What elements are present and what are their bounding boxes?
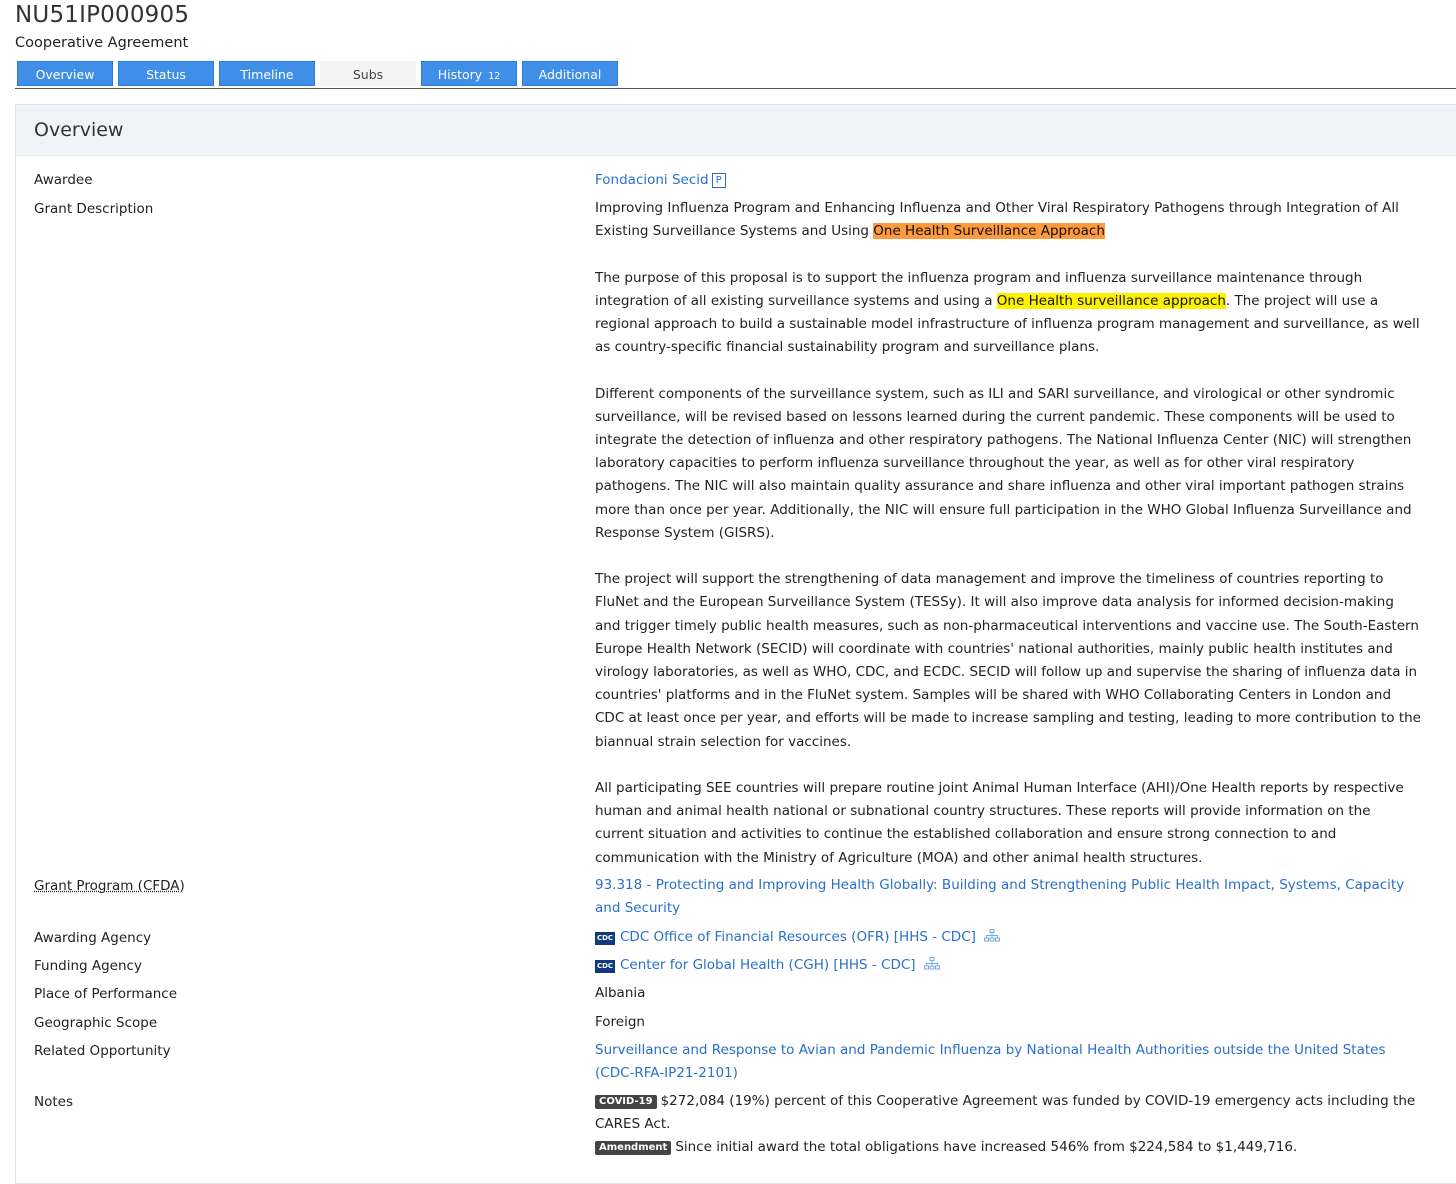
awardee-link[interactable]: Fondacioni Secid: [595, 172, 709, 188]
award-id: NU51IP000905: [15, 2, 190, 28]
funding-agency-value: [595, 954, 1421, 978]
overview-panel: [15, 104, 1456, 1184]
description-paragraph: The purpose of this proposal is to support the influenza program and influenza surveillance maintenance through integration of all existing surveillance systems and using a One Health surveillance approach. The project will use a regional approach to build a sustainable model infrastructure of influenza program management and surveillance, as well as country-specific financial sustainability program and surveillance plans.: [595, 269, 1420, 356]
grant-description-label: Grant Description: [34, 201, 154, 217]
awarding-agency-link[interactable]: CDC Office of Financial Resources (OFR) [HHS - CDC]: [620, 929, 976, 945]
awarding-agency-label: Awarding Agency: [34, 930, 152, 946]
tab-timeline[interactable]: Timeline: [219, 61, 315, 86]
notes-label: Notes: [34, 1094, 73, 1110]
cfda-program-link[interactable]: 93.318 - Protecting and Improving Health Globally: Building and Strengthening Public Health Impact, Systems, Capacity and Security: [595, 877, 1405, 917]
description-title: Improving Influenza Program and Enhancing Influenza and Other Viral Respiratory Pathogens through Integration of All Existing Surveillance Systems and Using One Health Surveillance Approach: [595, 200, 1399, 240]
parent-badge[interactable]: P: [712, 173, 726, 188]
place-of-performance-value: Albania: [595, 985, 646, 1001]
grant-description: [595, 197, 1421, 870]
awarding-agency-value: [595, 926, 1421, 950]
description-paragraph: Different components of the surveillance system, such as ILI and SARI surveillance, and virological or other syndromic surveillance, will be revised based on lessons learned during the current pandemic. These components will be used to integrate the detection of influenza and other respiratory pathogens. The National Influenza Center (NIC) will strengthen laboratory capacities to perform influenza surveillance throughout the year, as well as for other viral respiratory pathogens. The NIC will also maintain quality assurance and share influenza and other viral important pathogen strains more than once per year. Additionally, the NIC will ensure full participation in the WHO Global Influenza Surveillance and Response System (GISRS).: [595, 385, 1412, 541]
related-opportunity-label: Related Opportunity: [34, 1043, 171, 1059]
org-hierarchy-icon[interactable]: [924, 955, 940, 978]
tabs-divider: [15, 88, 1456, 89]
amendment-note: Amendment Since initial award the total obligations have increased 546% from $224,584 to $1,449,716.: [595, 1136, 1421, 1159]
highlight-term: One Health Surveillance Approach: [873, 223, 1105, 240]
notes-value: [595, 1090, 1421, 1160]
tab-status[interactable]: Status: [118, 61, 214, 86]
covid-note: COVID-19 $272,084 (19%) percent of this Cooperative Agreement was funded by COVID-19 emergency acts including the CARES Act.: [595, 1093, 1416, 1133]
funding-agency-label: Funding Agency: [34, 958, 142, 974]
history-count-badge: 12: [488, 71, 501, 82]
awardee-value: [595, 169, 1421, 192]
description-paragraph: The project will support the strengthening of data management and improve the timeliness of countries reporting to FluNet and the European Surveillance System (TESSy). It will also improve data analysis for informed decision-making and trigger timely public health measures, such as non-pharmaceutical interventions and vaccine use. The South-Eastern Europe Health Network (SECID) will coordinate with countries' national authorities, mainly public health institutes and virology laboratories, as well as WHO, CDC, and ECDC. SECID will follow up and supervise the sharing of influenza data in countries' platforms and in the FluNet system. Samples will be shared with WHO Collaborating Centers in London and CDC at least once per year, and efforts will be made to increase sampling and testing, leading to more contribution to the biannual strain selection for vaccines.: [595, 571, 1421, 750]
cdc-logo-icon: CDC: [595, 960, 615, 973]
place-of-performance-label: Place of Performance: [34, 986, 178, 1002]
geographic-scope-label: Geographic Scope: [34, 1015, 158, 1031]
grant-program-label[interactable]: Grant Program (CFDA): [34, 878, 185, 894]
description-paragraph: All participating SEE countries will prepare routine joint Animal Human Interface (AHI)/One Health reports by respective human and animal health national or subnational country structures. These reports will provide information on the current situation and activities to continue the established collaboration and ensure strong connection to and communication with the Ministry of Agriculture (MOA) and other animal health structures.: [595, 780, 1404, 866]
related-opportunity-link[interactable]: Surveillance and Response to Avian and Pandemic Influenza by National Health Authorities outside the United States (CDC-RFA-IP21-2101): [595, 1042, 1386, 1082]
org-hierarchy-icon[interactable]: [984, 927, 1000, 950]
overview-title: Overview: [16, 105, 1456, 156]
awardee-label: Awardee: [34, 172, 93, 188]
covid-tag: COVID-19: [595, 1095, 657, 1109]
amendment-tag: Amendment: [595, 1141, 671, 1155]
highlight-term: One Health surveillance approach: [996, 292, 1226, 309]
related-opportunity-value: [595, 1039, 1421, 1085]
tab-history[interactable]: History 12: [421, 61, 517, 86]
funding-agency-link[interactable]: Center for Global Health (CGH) [HHS - CDC]: [620, 957, 916, 973]
geographic-scope-value: Foreign: [595, 1014, 645, 1030]
award-type: Cooperative Agreement: [15, 35, 189, 51]
cdc-logo-icon: CDC: [595, 932, 615, 945]
grant-program-value: [595, 874, 1421, 920]
tab-additional[interactable]: Additional: [522, 61, 618, 86]
tab-overview[interactable]: Overview: [17, 61, 113, 86]
tab-subs[interactable]: Subs: [320, 61, 416, 86]
